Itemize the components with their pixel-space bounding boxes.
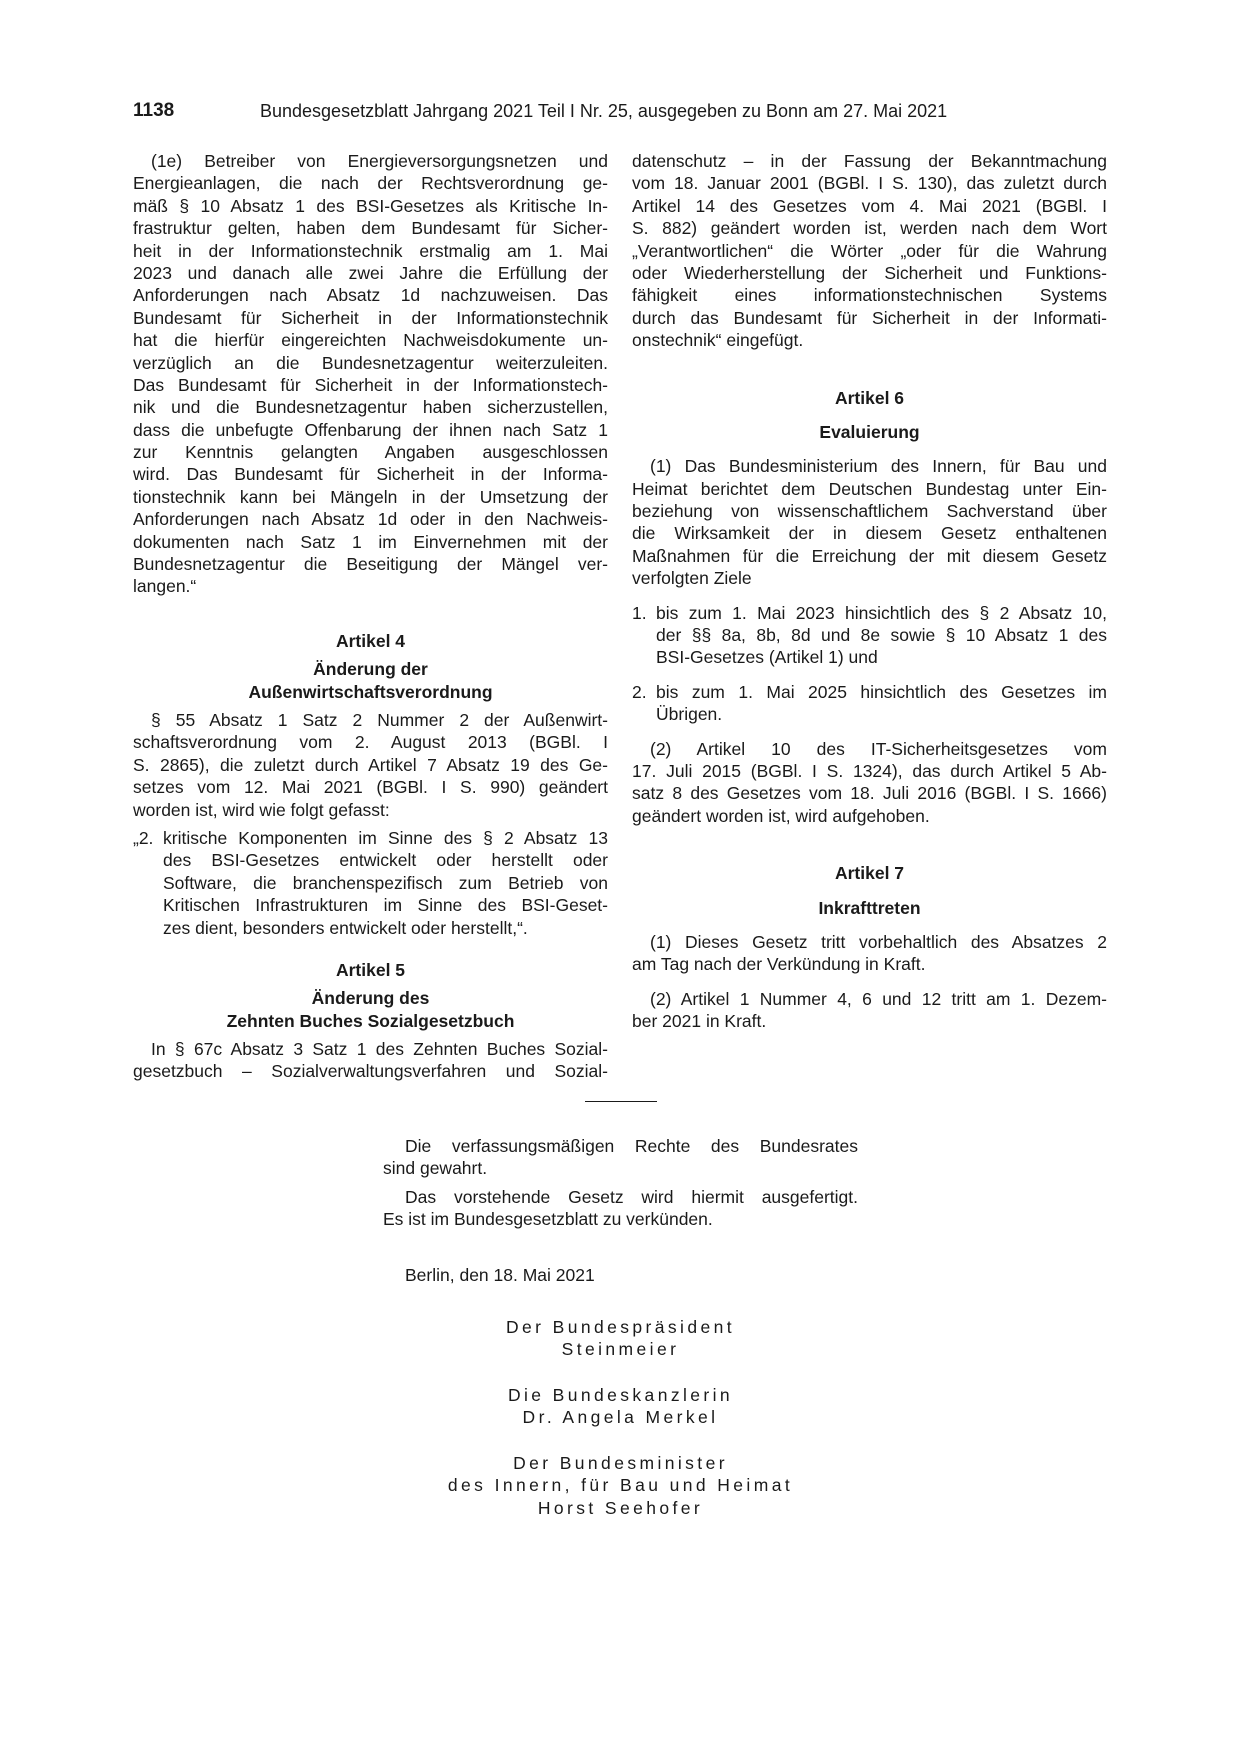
text-line: § 55 Absatz 1 Satz 2 Nummer 2 der Außenwirt-	[151, 709, 608, 730]
text-line: Heimat berichtet dem Deutschen Bundestag unter Ein-	[632, 478, 1107, 499]
text-line: (1) Das Bundesministerium des Innern, für Bau und	[650, 456, 1107, 477]
text-line: schaftsverordnung vom 2. August 2013 (BGBl. I	[133, 732, 608, 753]
text-line: zes dient, besonders entwickelt oder herstellt,“.	[163, 917, 528, 938]
text-line: Bundesamt für Sicherheit in der Informationstechnik	[133, 307, 608, 328]
artikel-7	[632, 862, 1107, 1032]
text-line: Bundesnetzagentur die Beseitigung der Mängel ver-	[133, 554, 608, 575]
article-title: Evaluierung	[819, 421, 920, 442]
text-line: Übrigen.	[656, 704, 723, 725]
text-line: verzüglich an die Bundesnetzagentur weiterzuleiten.	[133, 352, 608, 373]
text-line: die Wirksamkeit der in diesem Gesetz enthaltenen	[632, 523, 1107, 544]
text-line: durch das Bundesamt für Sicherheit in der Informati-	[632, 307, 1107, 328]
text-line: vom 18. Januar 2001 (BGBl. I S. 130), das zuletzt durch	[632, 173, 1107, 194]
text-line: Software, die branchenspezifisch zum Betrieb von	[163, 872, 608, 893]
text-line: fähigkeit eines informationstechnischen Systems	[632, 285, 1107, 306]
article-title: Änderung des	[311, 988, 430, 1009]
signatory-name: Horst Seehofer	[537, 1497, 704, 1518]
text-line: frastruktur gelten, haben dem Bundesamt für Sicher-	[133, 218, 608, 239]
list-item	[632, 681, 1107, 726]
text-line: ber 2021 in Kraft.	[632, 1011, 767, 1032]
artikel-5	[133, 959, 608, 1083]
text-line: satz 8 des Gesetzes vom 18. Juli 2016 (BGBl. I S. 1666)	[632, 783, 1107, 804]
signature-bundespraesident	[383, 1316, 858, 1361]
text-line: zur Kenntnis gelangten Angaben ausgeschlossen	[133, 442, 608, 463]
signature-bundeskanzlerin	[383, 1384, 858, 1429]
list-number: „2.	[133, 827, 154, 848]
text-line: beziehung von wissenschaftlichem Sachverstand über	[632, 501, 1107, 522]
signatory-name: Steinmeier	[561, 1339, 680, 1360]
artikel-6	[632, 387, 1107, 828]
text-line: setzes vom 12. Mai 2021 (BGBl. I S. 990) geändert	[133, 777, 608, 798]
text-line: tionstechnik kann bei Mängeln in der Umsetzung der	[133, 486, 608, 507]
article-heading: Artikel 7	[834, 863, 905, 884]
text-line: 2023 und danach alle zwei Jahre die Erfüllung der	[133, 262, 608, 283]
article-title: Außenwirtschaftsverordnung	[248, 681, 493, 702]
place-date: Berlin, den 18. Mai 2021	[405, 1264, 595, 1285]
article-title: Zehnten Buches Sozialgesetzbuch	[226, 1010, 515, 1031]
text-line: sind gewahrt.	[383, 1158, 488, 1179]
text-line: S. 882) geändert worden ist, werden nach dem Wort	[632, 218, 1107, 239]
text-line: datenschutz – in der Fassung der Bekanntmachung	[632, 151, 1107, 171]
right-column	[632, 150, 1107, 1033]
text-line: Energieanlagen, die nach der Rechtsverordnung ge-	[133, 173, 608, 194]
signature-bundesminister	[383, 1452, 858, 1519]
text-line: Das vorstehende Gesetz wird hiermit ausgefertigt.	[405, 1186, 858, 1207]
text-line: wird. Das Bundesamt für Sicherheit in der Informa-	[133, 464, 608, 485]
text-line: heit in der Informationstechnik erstmalig am 1. Mai	[133, 240, 608, 261]
text-line: oder Wiederherstellung der Sicherheit und Funktions-	[632, 262, 1107, 283]
text-line: bis zum 1. Mai 2023 hinsichtlich des § 2 Absatz 10,	[656, 602, 1107, 623]
text-line: In § 67c Absatz 3 Satz 1 des Zehnten Buches Sozial-	[151, 1039, 608, 1060]
text-line: bis zum 1. Mai 2025 hinsichtlich des Gesetzes im	[656, 681, 1107, 702]
text-line: Artikel 14 des Gesetzes vom 4. Mai 2021 (BGBl. I	[632, 195, 1107, 216]
signatory-role: Die Bundeskanzlerin	[507, 1385, 734, 1405]
text-line: BSI-Gesetzes (Artikel 1) und	[656, 647, 878, 668]
list-number: 2.	[632, 681, 647, 702]
text-line: S. 2865), die zuletzt durch Artikel 7 Absatz 19 des Ge-	[133, 754, 608, 775]
text-line: verfolgten Ziele	[632, 568, 752, 589]
text-line: Anforderungen nach Absatz 1d oder in den Nachweis-	[133, 509, 608, 530]
text-line: worden ist, wird wie folgt gefasst:	[133, 799, 390, 820]
signatory-role: Der Bundespräsident	[505, 1317, 735, 1337]
text-line: Es ist im Bundesgesetzblatt zu verkünden.	[383, 1209, 713, 1230]
text-line: (1) Dieses Gesetz tritt vorbehaltlich des Absatzes 2	[650, 931, 1107, 952]
text-line: gesetzbuch – Sozialverwaltungsverfahren und Sozial-	[133, 1061, 608, 1082]
article-heading: Artikel 6	[834, 387, 905, 408]
text-line: „Verantwortlichen“ die Wörter „oder für die Wahrung	[632, 240, 1107, 261]
separator-rule	[585, 1101, 657, 1102]
text-line: kritische Komponenten im Sinne des § 2 Absatz 13	[163, 827, 608, 848]
signatory-role-2: des Innern, für Bau und Heimat	[447, 1475, 794, 1496]
text-line: Kritischen Infrastrukturen im Sinne des BSI-Geset-	[163, 895, 608, 916]
article-title: Änderung der	[313, 659, 428, 680]
text-line: geändert worden ist, wird aufgehoben.	[632, 805, 930, 826]
text-line: des BSI-Gesetzes entwickelt oder herstellt oder	[163, 850, 608, 871]
text-line: 17. Juli 2015 (BGBl. I S. 1324), das durch Artikel 5 Ab-	[632, 760, 1107, 781]
article-heading: Artikel 5	[335, 959, 406, 980]
artikel-5-continued	[632, 150, 1107, 352]
list-item	[632, 602, 1107, 669]
text-line: dokumenten nach Satz 1 im Einvernehmen mit der	[133, 531, 608, 552]
text-line: der §§ 8a, 8b, 8d und 8e sowie § 10 Absatz 1 des	[656, 625, 1107, 646]
text-line: nik und die Bundesnetzagentur haben sicherzustellen,	[133, 397, 608, 418]
artikel-4	[133, 630, 608, 939]
signatory-name: Dr. Angela Merkel	[522, 1407, 719, 1428]
list-item	[133, 827, 608, 939]
text-line: onstechnik“ eingefügt.	[632, 330, 804, 351]
text-line: mäß § 10 Absatz 1 des BSI-Gesetzes als Kritische In-	[133, 195, 608, 216]
article-heading: Artikel 4	[335, 630, 406, 651]
text-line: Maßnahmen für die Erreichung der mit diesem Gesetz	[632, 545, 1107, 566]
text-line: Die verfassungsmäßigen Rechte des Bundesrates	[405, 1136, 858, 1156]
text-line: Anforderungen nach Absatz 1d nachzuweisen. Das	[133, 285, 608, 306]
closing-formula	[383, 1135, 858, 1286]
page-number: 1138	[133, 100, 175, 121]
paragraph-1e	[133, 150, 608, 598]
list-number: 1.	[632, 602, 647, 623]
text-line: dass die unbefugte Offenbarung der ihnen nach Satz 1	[133, 419, 608, 440]
text-line: am Tag nach der Verkündung in Kraft.	[632, 954, 926, 975]
article-title: Inkrafttreten	[818, 897, 921, 918]
left-column	[133, 150, 608, 1083]
text-line: (1e) Betreiber von Energieversorgungsnetzen und	[151, 151, 608, 171]
text-line: Das Bundesamt für Sicherheit in der Informationstech-	[133, 374, 608, 395]
text-line: (2) Artikel 10 des IT-Sicherheitsgesetzes vom	[650, 738, 1107, 759]
text-line: (2) Artikel 1 Nummer 4, 6 und 12 tritt am 1. Dezem-	[650, 988, 1107, 1009]
signatory-role: Der Bundesminister	[513, 1453, 728, 1473]
text-line: hat die hierfür eingereichten Nachweisdokumente un-	[133, 330, 608, 351]
running-head: Bundesgesetzblatt Jahrgang 2021 Teil I Nr. 25, ausgegeben zu Bonn am 27. Mai 2021	[260, 101, 948, 121]
text-line: langen.“	[133, 576, 197, 597]
